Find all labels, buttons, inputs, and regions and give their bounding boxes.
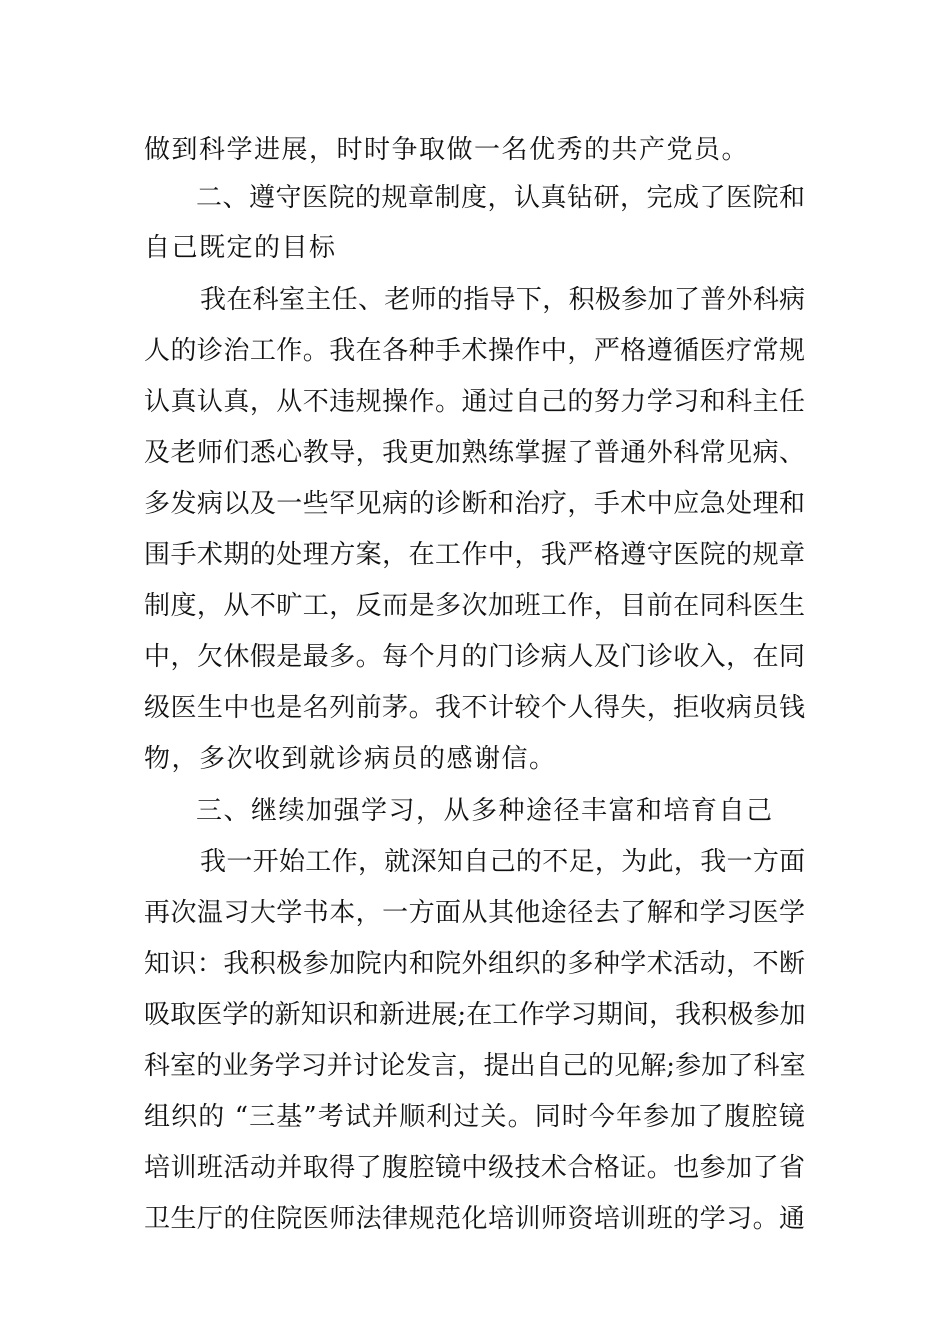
section-heading: 二、遵守医院的规章制度，认真钻研，完成了医院和 — [196, 183, 806, 213]
text-line: 知识：我积极参加院内和院外组织的多种学术活动，不断 — [144, 949, 806, 979]
paragraph-start: 我在科室主任、老师的指导下，积极参加了普外科病 — [200, 285, 806, 315]
text-line: 组织的 “三基”考试并顺利过关。同时今年参加了腹腔镜 — [144, 1102, 806, 1132]
section-heading: 三、继续加强学习，从多种途径丰富和培育自己 — [196, 796, 774, 826]
text-line: 做到科学进展，时时争取做一名优秀的共产党员。 — [144, 135, 750, 165]
text-line: 人的诊治工作。我在各种手术操作中，严格遵循医疗常规 — [144, 336, 806, 366]
section-heading-continued: 自己既定的目标 — [144, 233, 337, 263]
text-line: 多发病以及一些罕见病的诊断和治疗，手术中应急处理和 — [144, 489, 806, 519]
text-line: 级医生中也是名列前茅。我不计较个人得失，拒收病员钱 — [144, 693, 806, 723]
text-line: 科室的业务学习并讨论发言，提出自己的见解;参加了科室 — [144, 1051, 806, 1081]
text-line: 及老师们悉心教导，我更加熟练掌握了普通外科常见病、 — [144, 438, 806, 468]
text-line: 制度，从不旷工，反而是多次加班工作，目前在同科医生 — [144, 591, 806, 621]
text-line: 中，欠休假是最多。每个月的门诊病人及门诊收入，在同 — [144, 642, 806, 672]
paragraph-start: 我一开始工作，就深知自己的不足，为此，我一方面 — [200, 847, 806, 877]
text-line: 培训班活动并取得了腹腔镜中级技术合格证。也参加了省 — [144, 1153, 806, 1183]
text-line: 物，多次收到就诊病员的感谢信。 — [144, 744, 557, 774]
text-line: 围手术期的处理方案，在工作中，我严格遵守医院的规章 — [144, 540, 806, 570]
text-line: 认真认真，从不违规操作。通过自己的努力学习和科主任 — [144, 387, 806, 417]
text-line: 吸取医学的新知识和新进展;在工作学习期间，我积极参加 — [144, 1000, 806, 1030]
text-line: 卫生厅的住院医师法律规范化培训师资培训班的学习。通 — [144, 1204, 806, 1234]
text-line: 再次温习大学书本，一方面从其他途径去了解和学习医学 — [144, 898, 806, 928]
